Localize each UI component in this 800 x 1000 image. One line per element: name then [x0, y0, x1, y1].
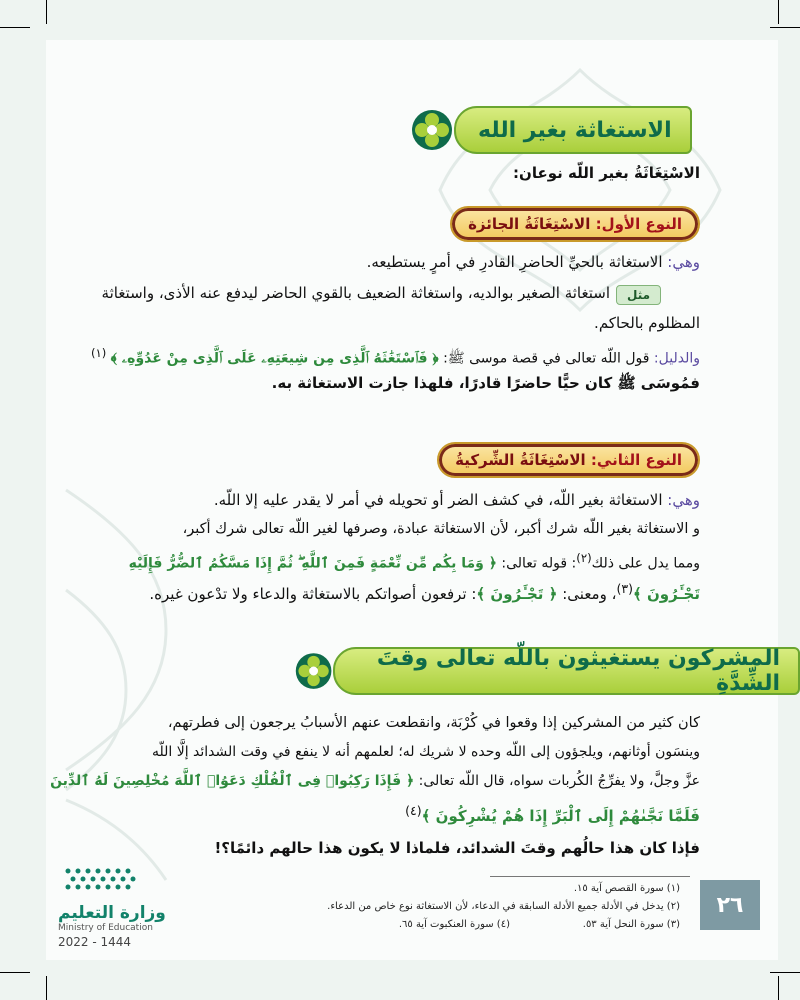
quran-verse: ﴿ فَٱسْتَغَٰثَهُ ٱلَّذِى مِن شِيعَتِهِۦ عَلَى ٱلَّذِى مِنْ عَدُوِّهِۦ ﴾	[110, 350, 439, 367]
body-text-span: ، ومعنى:	[562, 585, 617, 603]
crop-mark	[46, 976, 47, 1000]
body-text	[50, 766, 700, 796]
body-text	[405, 796, 700, 831]
ministry-name-arabic: وزارة التعليم	[58, 903, 166, 923]
section-intro: الاسْتِغَاثَةُ بغير اللّه نوعان:	[513, 164, 700, 182]
footnote-divider	[490, 876, 690, 877]
definition-label: وهي:	[667, 253, 700, 271]
footnote-ref: (٤)	[405, 803, 422, 818]
subsection-header	[450, 207, 700, 241]
footnote: (٢) يدخل في الأدلة جميع الأدلة السابقة في الدعاء، لأن الاستغاثة نوع خاص من الدعاء.	[327, 901, 680, 912]
body-text: كان كثير من المشركين إذا وقعوا في كُرْبَة، وانقطعت عنهم الأسبابُ يرجعون إلى فطرتهم،	[167, 715, 700, 731]
ministry-name-english: Ministry of Education	[58, 923, 153, 933]
quran-word: ﴿ تَجْـَٔرُونَ ﴾	[476, 585, 558, 603]
flower-icon	[410, 108, 454, 152]
subsection-title: الاسْتِغَاثَةُ الجائزة	[468, 215, 591, 233]
footnote-ref: (٢)	[576, 551, 592, 565]
quran-verse: فَلَمَّا نَجَّىٰهُمْ إِلَى ٱلْبَرِّ إِذَا هُمْ يُشْرِكُونَ ﴾	[421, 807, 700, 825]
crop-mark	[778, 976, 779, 1000]
section-title: الاستغاثة بغير الله	[454, 106, 692, 154]
subsection-title: الاسْتِغَاثَةُ الشِّركيةُ	[455, 451, 586, 469]
ministry-logo-icon	[58, 865, 148, 899]
example-text: استغاثة الصغير بوالديه، واستغاثة الضعيف بالقوي الحاضر ليدفع عنه الأذى، واستغاثة	[101, 284, 610, 302]
body-text-span: عزَّ وجلَّ، ولا يفرِّجُ الكُربات سواه، قال اللّه تعالى:	[418, 773, 700, 789]
question-text: فإذا كان هذا حالُهم وقتَ الشدائد، فلماذا لا يكون هذا حالهم دائمًا؟!	[214, 839, 700, 857]
subsection-prefix: النوع الثاني:	[590, 451, 682, 469]
section-header	[420, 107, 692, 153]
footnote-ref: (١)	[90, 346, 107, 360]
quran-verse: ﴿ وَمَا بِكُم مِّن نِّعْمَةٍ فَمِنَ ٱللَّهِ ۖ ثُمَّ إِذَا مَسَّكُمُ ٱلضُّرُّ فَإِلَيْهِ	[128, 555, 497, 572]
quran-verse: ﴿ فَإِذَا رَكِبُوا۟ فِى ٱلْفُلْكِ دَعَوُا۟ ٱللَّهَ مُخْلِصِينَ لَهُ ٱلدِّينَ	[50, 773, 415, 789]
definition-text: الاستغاثة بغير اللّه، في كشف الضر أو تحويله في أمر لا يقدر عليه إلا اللّه.	[213, 491, 663, 509]
example-badge: مثل	[616, 285, 661, 305]
conclusion-text: فمُوسَى ﷺ كان حيًّا حاضرًا قادرًا، فلهذا جازت الاستغاثة به.	[271, 374, 700, 392]
definition-line	[367, 247, 700, 277]
crop-mark	[770, 972, 800, 973]
body-text-span: ومما يدل على ذلك	[591, 555, 700, 572]
crop-mark	[46, 0, 47, 24]
body-text: و الاستغاثة بغير اللّه شرك أكبر، لأن الاستغاثة عبادة، وصرفها لغير اللّه تعالى شرك أكبر،	[182, 521, 700, 537]
crop-mark	[770, 27, 800, 28]
quran-verse: تَجْـَٔرُونَ ﴾	[632, 585, 700, 603]
body-text-span: : ترفعون أصواتكم بالاستغاثة والدعاء ولا تدْعون غيره.	[149, 585, 477, 603]
edition-year: 2022 - 1444	[58, 935, 132, 949]
definition-text: الاستغاثة بالحيِّ الحاضرِ القادرِ في أمرٍ يستطيعه.	[366, 253, 663, 271]
evidence-label: والدليل:	[653, 350, 700, 367]
subsection-header	[437, 443, 700, 477]
crop-mark	[0, 972, 30, 973]
crop-mark	[778, 0, 779, 24]
footnote: (١) سورة القصص آية ١٥.	[573, 883, 680, 894]
footnote: (٤) سورة العنكبوت آية ٦٥.	[398, 919, 510, 930]
definition-line	[214, 485, 700, 515]
page-number: ٢٦	[700, 880, 760, 930]
crop-mark	[0, 27, 30, 28]
flower-icon	[294, 649, 333, 693]
body-text: وينسَون أوثانهم، ويلجؤون إلى اللّه وحده لا شريك له؛ لعلمهم أنه لا ينفع في وقت الشدائد إلَّا اللّه	[151, 744, 700, 760]
evidence-text: قول اللّه تعالى في قصة موسى ﷺ:	[443, 350, 650, 367]
subsection-prefix: النوع الأول:	[595, 215, 682, 233]
definition-label: وهي:	[667, 491, 700, 509]
body-text-span: : قوله تعالى:	[501, 555, 577, 572]
body-text	[149, 574, 700, 609]
section-title: المشركون يستغيثون باللّه تعالى وقتَ الشِّدَّةِ	[333, 647, 800, 695]
ministry-logo	[58, 865, 166, 949]
footnote: (٣) سورة النحل آية ٥٣.	[582, 919, 680, 930]
example-text-cont: المظلوم بالحاكم.	[594, 314, 700, 332]
section-header	[304, 648, 800, 694]
footnote-ref: (٣)	[616, 581, 633, 596]
decorative-pattern	[46, 470, 186, 890]
